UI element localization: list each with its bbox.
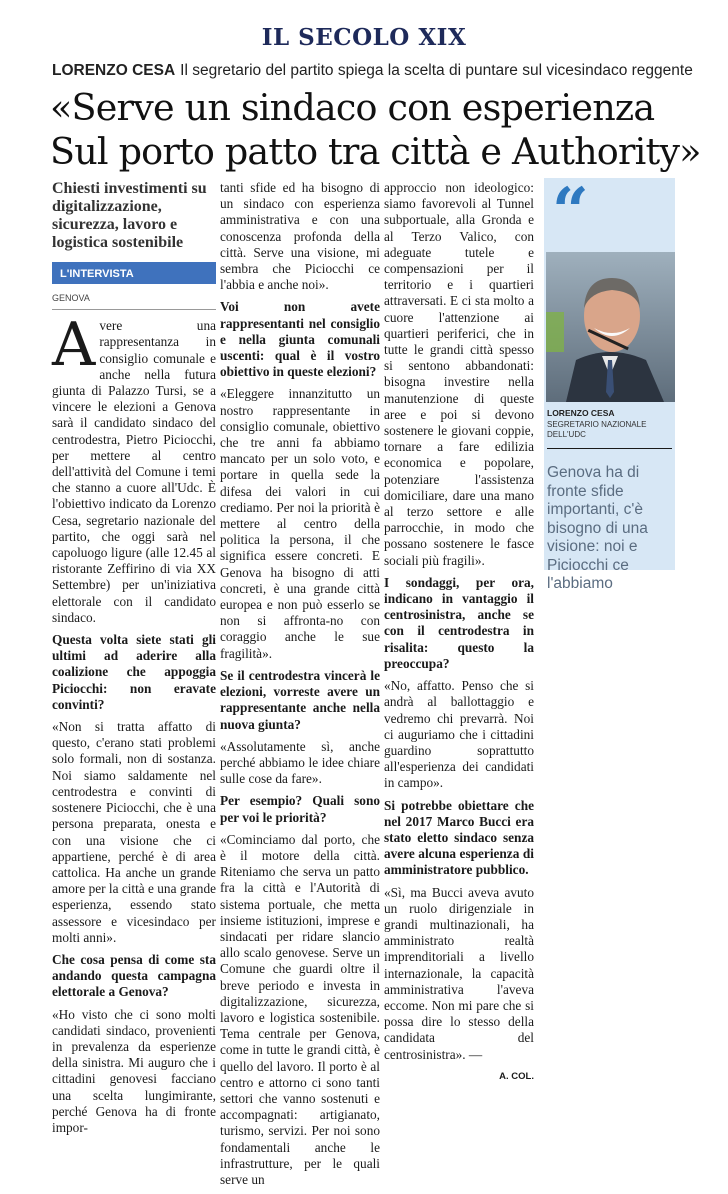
kicker-name: LORENZO CESA [52,62,176,79]
caption-role: SEGRETARIO NAZIONALE DELL'UDC [547,420,647,439]
question-paragraph: Che cosa pensa di come sta andando questa campagna elettorale a Genova? [52,951,216,1000]
column-3-body [384,180,534,1063]
question-paragraph: Questa volta siete stati gli ultimi ad aderire alla coalizione che appoggia Piciocchi: non eravate convinti? [52,632,216,712]
column-1-body [52,310,216,1136]
masthead: IL SECOLO XIX [261,24,467,51]
body-paragraph: «No, affatto. Penso che si andrà al ballottaggio e vedremo chi prevarrà. Noi ci auguriamo che i cittadini guardino soprattutto all'esperienza dei candidati in campo». [384,678,534,791]
question-paragraph: Voi non avete rappresentanti nel consiglio e nella giunta comunali uscenti: qual è il vostro obiettivo in queste elezioni? [220,299,380,380]
question-paragraph: Se il centrodestra vincerà le elezioni, vorreste avere un rappresentante anche nella nuova giunta? [220,667,380,732]
headline [50,86,720,174]
body-paragraph: «Eleggere innanzitutto un nostro rappresentante in consiglio comunale, obiettivo che tre anni fa abbiamo mancato per un solo voto, e portare in quella sede la difesa dei valori in cui crediamo. Per noi la priorità è mettere al centro della politica la persona, il che significa essere concreti. E Genova ha bisogno di atti concreti, è una grande città europea e non può esserlo se non si affronta-no con coraggio anche le sue fragilità». [220,386,380,661]
headline-line-1: «Serve un sindaco con esperienza [50,86,655,129]
body-paragraph: «Ho visto che ci sono molti candidati sindaco, provenienti in prevalenza da esperienze della sinistra. Mi auguro che i cittadini genovesi facciano una scelta lungimirante, perché Genova ha di fronte impor- [52,1006,216,1135]
headline-line-2: Sul porto patto tra città e Authority» [50,130,701,173]
article-column-2 [220,180,380,1194]
question-paragraph: Per esempio? Quali sono per voi le priorità? [220,793,380,825]
body-paragraph: vere una rappresentanza in consiglio comunale e anche nella futura giunta di Palazzo Tursi, se a vincere le elezioni a Genova sarà il candidato sindaco del centrodestra, Pietro Piciocchi, per mettere al centro dell'attività del Comune i temi che stanno a cuore all'Udc. È l'obiettivo indicato da Lorenzo Cesa, segretario nazionale del partito, che oggi sarà nel capoluogo ligure (alle 12.45 al ristorante Zeffirino di via XX Settembre) per un'iniziativa elettorale con il candidato sindaco. [52,318,216,625]
portrait-illustration [546,252,675,402]
author-signature: A. COL. [499,1070,534,1082]
question-paragraph: Si potrebbe obiettare che nel 2017 Marco Bucci era stato eletto sindaco senza avere alcuna esperienza di amministratore pubblico. [384,797,534,878]
body-paragraph: «Non si tratta affatto di questo, c'erano stati problemi solo formali, non di sostanza. Noi siamo saldamente nel centrodestra e convinti di sostenere Piciocchi, che è una persona preparata, onesta e con una visione che ci appartiene, perché è di area cattolica. Ha anche un grande amore per la città e una grande esperienza, essendo stato assessore e vicesindaco per molti anni». [52,719,216,945]
dateline: GENOVA [52,290,216,310]
kicker-text: Il segretario del partito spiega la scelta di puntare sul vicesindaco reggente [180,62,693,79]
section-tag: L'INTERVISTA [52,262,216,284]
drop-cap: A [52,310,96,381]
column-2-body [220,180,380,1188]
pull-quote: Genova ha di fronte sfide importanti, c'è bisogno di una visione: noi e Piciocchi ce l'abbiamo [547,464,648,592]
body-paragraph: approccio non ideologico: siamo favorevoli al Tunnel subportuale, alla Gronda e al Terzo Valico, con adeguate tutele e compensazioni per il territorio e i quartieri attraversati. E ci sta molto a cuore l'attenzione ai quartieri periferici, che in tutte le grandi città spesso si sentono abbandonati: bisogna investire nella manutenzione di queste aree e poi si devono sostenere le giovani coppie, tornare a fare edilizia economica e popolare, potenziare l'assistenza domiciliare, dare una mano al terzo settore e alle parrocchie, in modo che possano sostenere le fasce sociali più fragili». [384,180,534,568]
kicker [52,62,712,80]
body-paragraph: «Cominciamo dal porto, che è il motore della città. Riteniamo che serva un patto fra la città e l'Autorità di sistema portuale, che metta insieme istituzioni, imprese e sindacati per ridare slancio allo scalo genovese. Serve un Comune che guardi oltre il breve periodo e investa in digitalizzazione, sicurezza, lavoro e logistica sostenibile. Tema centrale per Genova, come in tutte le grandi città, è quello del lavoro. Il porto è al centro e attorno ci sono tanti settori che vanno sostenuti e accompagnati: artigianato, turismo, servizi. Per noi sono fondamentali anche le infrastrutture, per le quali serve un [220,831,380,1187]
quote-mark-icon: “ [552,174,589,249]
body-paragraph: «Assolutamente sì, anche perché abbiamo le idee chiare sulle cose da fare». [220,738,380,787]
article-column-3 [384,180,534,1085]
divider [547,448,672,449]
portrait-photo [546,252,675,402]
caption-name: LORENZO CESA [547,408,615,418]
body-paragraph: tanti sfide ed ha bisogno di un sindaco con esperienza amministrativa e con una conoscenza profonda della città. Serve una visione, mi sembra che Piciocchi ce l'abbia e anche noi». [220,180,380,293]
body-paragraph: «Sì, ma Bucci aveva avuto un ruolo dirigenziale in grandi multinazionali, ha amministrato realtà imprenditoriali a livello internazionale, la capacità amministrativa l'aveva eccome. Non mi pare che si possa dire lo stesso della candidata del centrosinistra». — [384,884,534,1062]
question-paragraph: I sondaggi, per ora, indicano in vantaggio il centrosinistra, anche se con il centrodestra in risalita: questo la preoccupa? [384,574,534,671]
article-column-1 [52,180,216,1142]
quote-sidebar [544,174,675,592]
subheadline: Chiesti investimenti su digitalizzazione, sicurezza, lavoro e logistica sostenibile [52,180,207,251]
